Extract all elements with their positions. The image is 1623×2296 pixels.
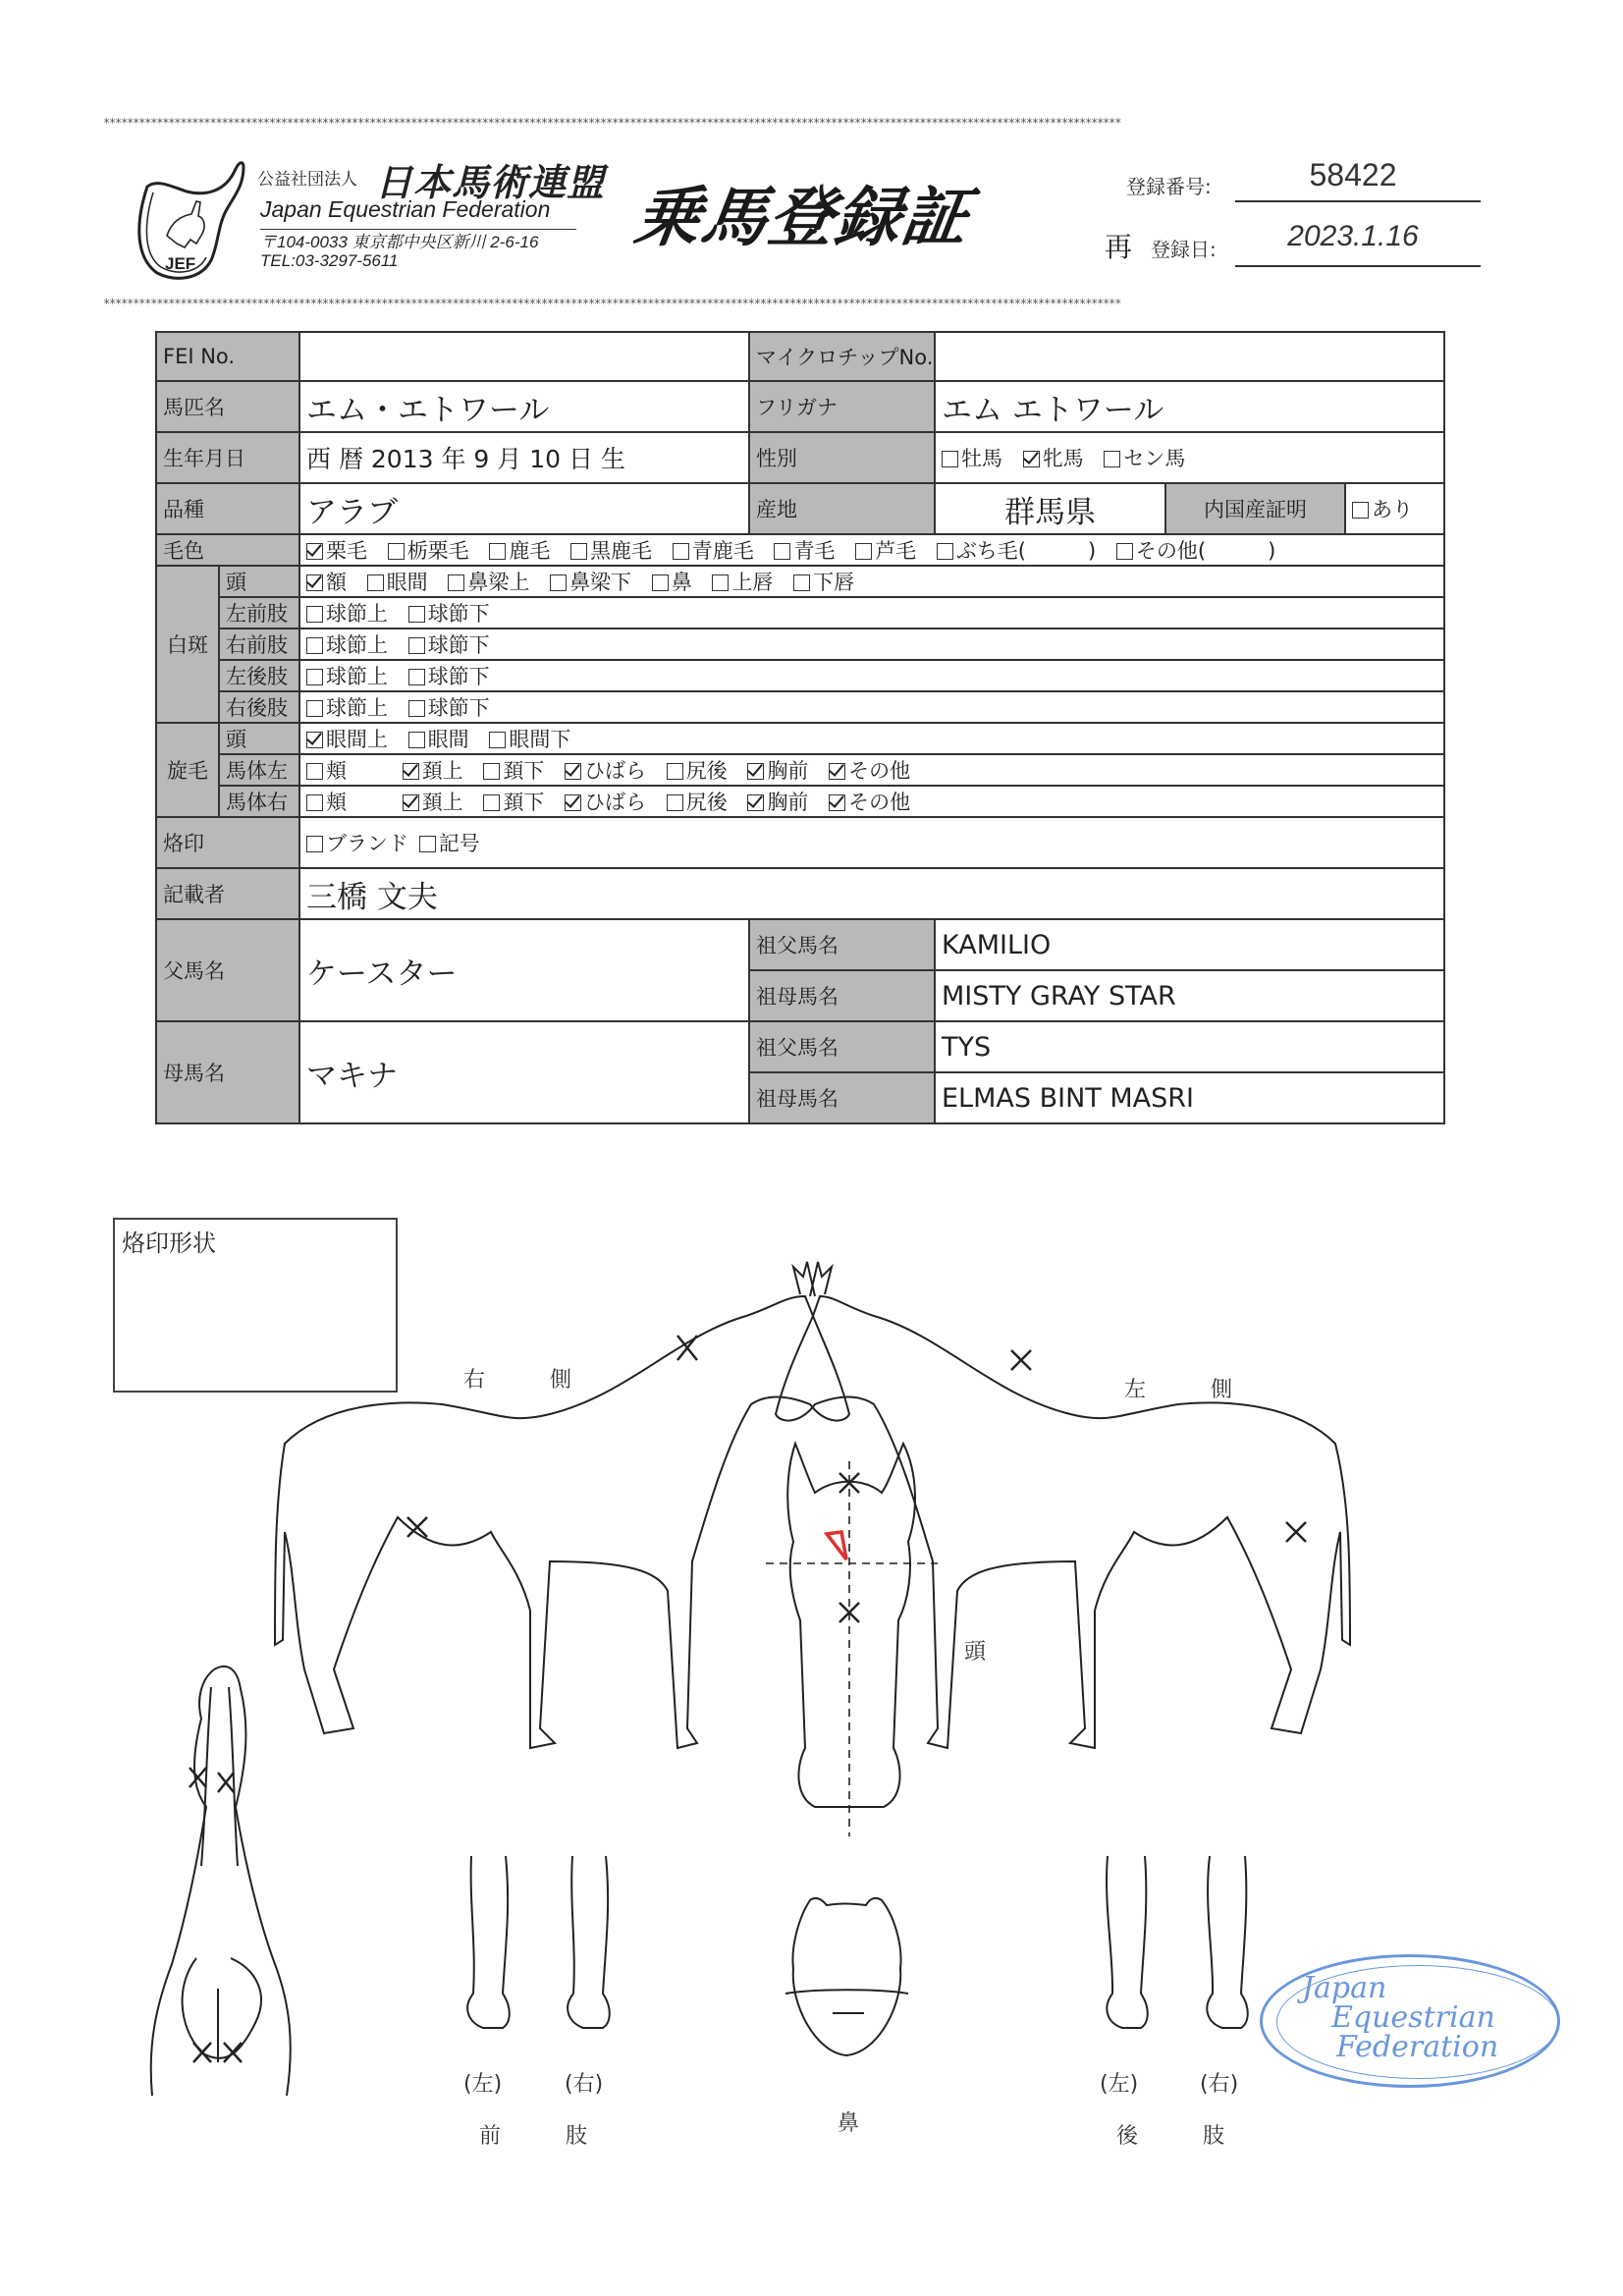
fore-right-label: (右) (565, 2072, 604, 2097)
right-fore-below-fetlock-checkbox[interactable]: 球節下 (408, 629, 490, 659)
coat-bay-checkbox[interactable]: 鹿毛 (489, 535, 550, 565)
domestic-cert-label: 内国産証明 (1165, 483, 1345, 534)
whorls-label: 旋毛 (156, 723, 219, 817)
origin-value[interactable]: 群馬県 (935, 483, 1165, 534)
coat-other-checkbox[interactable]: その他( ) (1116, 535, 1275, 565)
coat-black-checkbox[interactable]: 青毛 (774, 535, 835, 565)
marking-right-hind-label: 右後肢 (219, 691, 299, 723)
nose-drawing (785, 1898, 908, 2055)
right-upper-neck-checkbox[interactable]: 頚上 (403, 787, 463, 816)
recorder-label: 記載者 (156, 868, 299, 919)
left-side-label: 左 側 (1124, 1378, 1233, 1402)
birthdate-value[interactable]: 西 暦 2013 年 9 月 10 日 生 (299, 432, 749, 483)
sire-value[interactable]: ケースター (299, 919, 749, 1021)
right-flank-checkbox[interactable]: ひばら (565, 787, 646, 816)
whorl-head-label: 頭 (219, 723, 299, 754)
coat-dark-bay-checkbox[interactable]: 黒鹿毛 (570, 535, 652, 565)
sex-label: 性別 (749, 432, 935, 483)
microchip-label: マイクロチップNo. (749, 332, 935, 381)
birthdate-label: 生年月日 (156, 432, 299, 483)
marking-head-label: 頭 (219, 566, 299, 597)
hind-limbs-drawing (1107, 1856, 1248, 2028)
white-markings-label: 白斑 (156, 566, 219, 723)
sire-granddam-value[interactable]: MISTY GRAY STAR (935, 970, 1444, 1021)
registration-number-label: 登録番号: (1126, 175, 1212, 198)
org-prefix: 公益社団法人 (257, 170, 357, 190)
tel: TEL:03-3297-5611 (260, 251, 399, 270)
header-separator: **************************************************************************************************************************************************************************** (103, 297, 1121, 310)
brand-mark-checkbox[interactable]: ブランド (306, 828, 408, 857)
whorl-below-eyes-checkbox[interactable]: 眼間下 (489, 724, 570, 753)
right-lower-neck-checkbox[interactable]: 頚下 (483, 787, 544, 816)
brand-label: 烙印 (156, 817, 299, 868)
sire-grandsire-value[interactable]: KAMILIO (935, 919, 1444, 970)
breed-label: 品種 (156, 483, 299, 534)
sire-grandsire-label: 祖父馬名 (749, 919, 935, 970)
marking-left-fore-label: 左前肢 (219, 597, 299, 629)
hind-right-label: (右) (1200, 2072, 1239, 2097)
dam-grandsire-value[interactable]: TYS (935, 1021, 1444, 1072)
fore-left-label: (左) (463, 2072, 503, 2097)
dam-granddam-label: 祖母馬名 (749, 1072, 935, 1123)
whorl-body-left-label: 馬体左 (219, 754, 299, 786)
furigana-value[interactable]: エム エトワール (935, 381, 1444, 432)
left-fore-below-fetlock-checkbox[interactable]: 球節下 (408, 598, 490, 628)
dam-label: 母馬名 (156, 1021, 299, 1123)
fore-limbs-drawing (467, 1856, 610, 2028)
stamp-line-1: Japan (1302, 1971, 1387, 2005)
dam-grandsire-label: 祖父馬名 (749, 1021, 935, 1072)
left-rump-checkbox[interactable]: 尻後 (667, 755, 728, 785)
document-title: 乗馬登録証 (629, 180, 975, 255)
whorl-above-eyes-checkbox[interactable]: 眼間上 (306, 724, 388, 753)
left-lower-neck-checkbox[interactable]: 頚下 (483, 755, 544, 785)
front-view-drawing (151, 1667, 291, 2096)
marking-lower-bridge-checkbox[interactable]: 鼻梁下 (550, 567, 631, 596)
coat-gray-checkbox[interactable]: 芦毛 (855, 535, 916, 565)
marking-lower-lip-checkbox[interactable]: 下唇 (793, 567, 854, 596)
re-registration-mark: 再 (1105, 231, 1133, 263)
marking-upper-lip-checkbox[interactable]: 上唇 (712, 567, 773, 596)
left-cheek-checkbox[interactable]: 頬 (306, 755, 347, 785)
top-separator: **************************************************************************************************************************************************************************** (103, 116, 1121, 130)
marking-left-hind-label: 左後肢 (219, 660, 299, 691)
left-hind-above-fetlock-checkbox[interactable]: 球節上 (306, 661, 388, 690)
left-side-horse-drawing (776, 1262, 1350, 1748)
marking-between-eyes-checkbox[interactable]: 眼間 (367, 567, 428, 596)
marking-right-fore-label: 右前肢 (219, 629, 299, 660)
left-fore-above-fetlock-checkbox[interactable]: 球節上 (306, 598, 388, 628)
hind-caption: 後 肢 (1116, 2124, 1225, 2149)
whorl-body-right-label: 馬体右 (219, 786, 299, 817)
left-flank-checkbox[interactable]: ひばら (565, 755, 646, 785)
stamp-line-3: Federation (1336, 2030, 1499, 2064)
coat-color-label: 毛色 (156, 534, 299, 566)
left-hind-below-fetlock-checkbox[interactable]: 球節下 (408, 661, 490, 690)
left-chest-checkbox[interactable]: 胸前 (747, 755, 808, 785)
right-hind-below-fetlock-checkbox[interactable]: 球節下 (408, 692, 490, 722)
dam-granddam-value[interactable]: ELMAS BINT MASRI (935, 1072, 1444, 1123)
marking-forehead-checkbox[interactable]: 額 (306, 567, 347, 596)
fei-no-label: FEI No. (156, 332, 299, 381)
org-name-ja: 日本馬術連盟 (375, 161, 606, 204)
registration-number: 58422 (1309, 157, 1397, 192)
breed-value[interactable]: アラブ (299, 483, 749, 534)
coat-dark-chestnut-checkbox[interactable]: 栃栗毛 (388, 535, 469, 565)
right-side-label: 右 側 (463, 1368, 572, 1393)
sire-granddam-label: 祖母馬名 (749, 970, 935, 1021)
sire-label: 父馬名 (156, 919, 299, 1021)
fore-caption: 前 肢 (479, 2124, 588, 2149)
jef-stamp (1260, 1954, 1560, 2088)
right-cheek-checkbox[interactable]: 頬 (306, 787, 347, 816)
nose-label: 鼻 (838, 2111, 860, 2136)
hind-left-label: (左) (1100, 2072, 1139, 2097)
coat-brown-checkbox[interactable]: 青鹿毛 (673, 535, 754, 565)
horse-name-label: 馬匹名 (156, 381, 299, 432)
marking-upper-bridge-checkbox[interactable]: 鼻梁上 (448, 567, 529, 596)
right-other-checkbox[interactable]: その他 (829, 787, 910, 816)
domestic-cert-checkbox[interactable]: あり (1345, 483, 1444, 534)
brand-shape-label: 烙印形状 (122, 1230, 216, 1257)
sex-stallion-checkbox[interactable]: 牡馬 (942, 443, 1002, 472)
org-name-en: Japan Equestrian Federation (260, 196, 551, 222)
marking-nose-checkbox[interactable]: 鼻 (652, 567, 692, 596)
horse-name-value[interactable]: エム・エトワール (299, 381, 749, 432)
sex-gelding-checkbox[interactable]: セン馬 (1104, 443, 1185, 472)
coat-chestnut-checkbox[interactable]: 栗毛 (306, 535, 367, 565)
dam-value[interactable]: マキナ (299, 1021, 749, 1123)
address: 〒104-0033 東京都中央区新川 2-6-16 (260, 233, 539, 251)
right-side-horse-drawing (275, 1262, 849, 1748)
right-rump-checkbox[interactable]: 尻後 (667, 787, 728, 816)
head-label: 頭 (964, 1640, 987, 1665)
origin-label: 産地 (749, 483, 935, 534)
registration-date: 2023.1.16 (1287, 220, 1419, 252)
registration-date-label: 登録日: (1151, 238, 1217, 261)
left-upper-neck-checkbox[interactable]: 頚上 (403, 755, 463, 785)
stamp-line-2: Equestrian (1331, 2000, 1495, 2035)
frontal-head-drawing (766, 1444, 938, 1836)
coat-pinto-checkbox[interactable]: ぶち毛( ) (937, 535, 1096, 565)
right-chest-checkbox[interactable]: 胸前 (747, 787, 808, 816)
recorder-value[interactable]: 三橋 文夫 (299, 868, 1444, 919)
left-other-checkbox[interactable]: その他 (829, 755, 910, 785)
furigana-label: フリガナ (749, 381, 935, 432)
brand-symbol-checkbox[interactable]: 記号 (419, 828, 480, 857)
whorl-between-eyes-checkbox[interactable]: 眼間 (408, 724, 469, 753)
svg-text:JEF: JEF (165, 254, 196, 273)
sex-mare-checkbox[interactable]: 牝馬 (1023, 443, 1084, 472)
forehead-marking (827, 1532, 846, 1559)
right-hind-above-fetlock-checkbox[interactable]: 球節上 (306, 692, 388, 722)
right-fore-above-fetlock-checkbox[interactable]: 球節上 (306, 629, 388, 659)
